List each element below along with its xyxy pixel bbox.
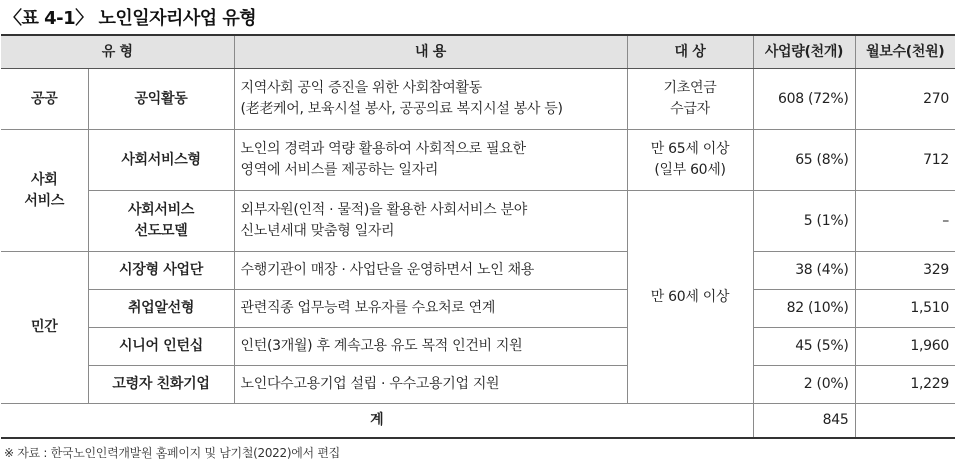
pay-cell: 712 <box>855 130 955 191</box>
table-row <box>1 130 955 191</box>
content-cell <box>234 130 627 191</box>
type-cell <box>88 366 234 404</box>
table-row <box>1 366 955 404</box>
type-cell <box>88 252 234 290</box>
target-line: 만 65세 이상 <box>650 141 730 157</box>
table-row <box>1 328 955 366</box>
content-line: 외부자원(인적 · 물적)을 활용한 사회서비스 분야 <box>240 202 527 218</box>
volume-cell: 65 (8%) <box>753 130 855 191</box>
pay-cell: 1,510 <box>855 290 955 328</box>
volume-cell: 38 (4%) <box>753 252 855 290</box>
type-line: 취업알선형 <box>127 300 195 316</box>
content-line: 인턴(3개월) 후 계속고용 유도 목적 인건비 지원 <box>240 338 523 354</box>
source-note: ※ 자료 : 한국노인인력개발원 홈페이지 및 남기철(2022)에서 편집 <box>4 446 340 460</box>
content-line: 수행기관이 매장 · 사업단을 운영하면서 노인 채용 <box>240 262 535 278</box>
table-row <box>1 69 955 130</box>
header-pay: 월보수(천원) <box>855 35 955 69</box>
category-public: 공공 <box>1 69 88 130</box>
volume-cell: 45 (5%) <box>753 328 855 366</box>
category-private: 민간 <box>1 252 88 404</box>
header-content: 내 용 <box>234 35 627 69</box>
total-volume: 845 <box>753 404 855 439</box>
content-cell <box>234 191 627 252</box>
pay-cell: 1,229 <box>855 366 955 404</box>
content-line: 관련직종 업무능력 보유자를 수요처로 연계 <box>240 300 496 316</box>
type-line: 공익활동 <box>134 90 188 107</box>
job-program-table <box>1 34 955 439</box>
pay-cell: 329 <box>855 252 955 290</box>
type-cell <box>88 69 234 130</box>
content-line: (老老케어, 보육시설 봉사, 공공의료 복지시설 봉사 등) <box>240 101 563 117</box>
header-target: 대 상 <box>627 35 753 69</box>
type-cell <box>88 191 234 252</box>
content-cell <box>234 290 627 328</box>
header-row <box>1 35 955 69</box>
pay-cell: – <box>855 191 955 252</box>
total-pay <box>855 404 955 439</box>
table-row <box>1 191 955 252</box>
category-social-service <box>1 130 88 252</box>
type-line: 고령자 친화기업 <box>112 376 210 392</box>
volume-cell: 5 (1%) <box>753 191 855 252</box>
target-cell-social-service <box>627 130 753 191</box>
header-volume: 사업량(천개) <box>753 35 855 69</box>
type-line: 시장형 사업단 <box>119 262 203 278</box>
volume-cell: 2 (0%) <box>753 366 855 404</box>
target-cell-others <box>627 191 753 404</box>
total-label: 계 <box>1 404 753 439</box>
pay-cell: 270 <box>855 69 955 130</box>
type-line: 선도모델 <box>134 223 188 239</box>
content-line: 노인의 경력과 역량 활용하여 사회적으로 필요한 <box>240 141 526 157</box>
volume-cell: 608 (72%) <box>753 69 855 130</box>
content-line: 지역사회 공익 증진을 위한 사회참여활동 <box>240 80 482 96</box>
header-type: 유 형 <box>1 35 234 69</box>
content-cell <box>234 69 627 130</box>
content-line: 영역에 서비스를 제공하는 일자리 <box>240 162 439 178</box>
target-line: (일부 60세) <box>654 162 726 178</box>
pay-cell: 1,960 <box>855 328 955 366</box>
content-cell <box>234 252 627 290</box>
content-cell <box>234 328 627 366</box>
type-line: 사회서비스 <box>127 202 195 218</box>
target-line: 수급자 <box>670 101 710 117</box>
category-line: 사회 <box>31 171 58 188</box>
target-line: 기초연금 <box>663 80 717 96</box>
table-title: 〈표 4-1〉 노인일자리사업 유형 <box>4 8 257 29</box>
type-cell <box>88 328 234 366</box>
volume-cell: 82 (10%) <box>753 290 855 328</box>
target-line: 만 60세 이상 <box>650 288 730 305</box>
total-row <box>1 404 955 439</box>
target-cell-public <box>627 69 753 130</box>
content-cell <box>234 366 627 404</box>
type-cell <box>88 130 234 191</box>
type-cell <box>88 290 234 328</box>
content-line: 신노년세대 맞춤형 일자리 <box>240 223 395 239</box>
table-row <box>1 252 955 290</box>
table-row <box>1 290 955 328</box>
content-line: 노인다수고용기업 설립 · 우수고용기업 지원 <box>240 376 500 392</box>
type-line: 사회서비스형 <box>121 151 201 168</box>
type-line: 시니어 인턴십 <box>119 338 203 354</box>
category-line: 서비스 <box>24 192 65 209</box>
